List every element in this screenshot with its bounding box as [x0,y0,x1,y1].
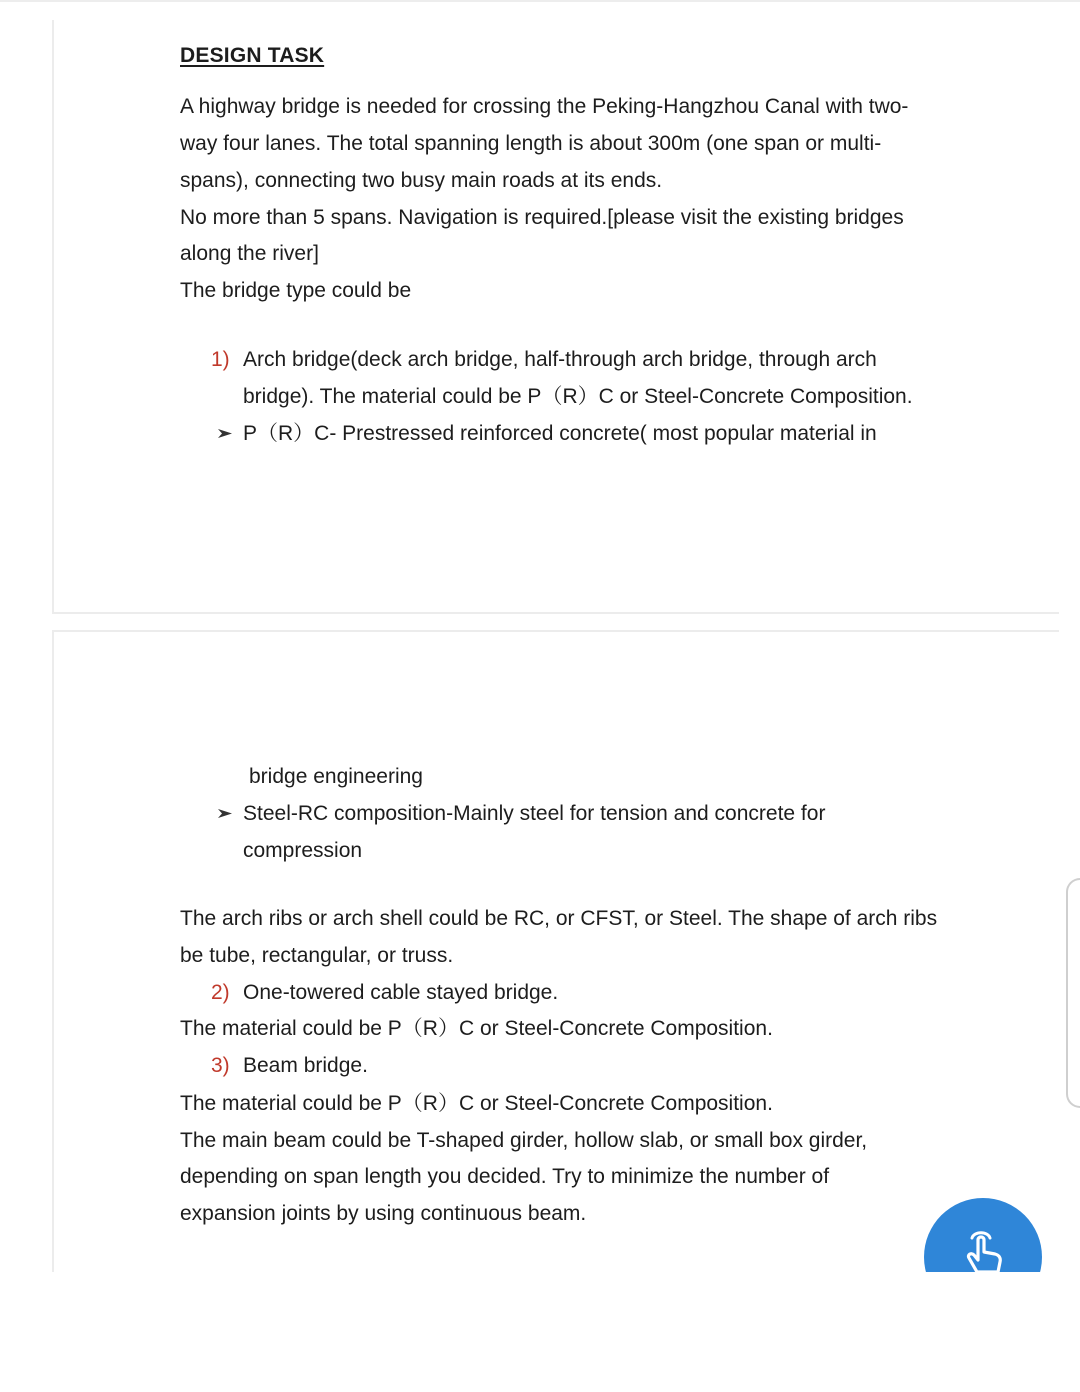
intro-line: way four lanes. The total spanning length is about 300m (one span or multi- [180,132,882,155]
arrow-bullet-icon [218,415,234,452]
bullet-1-text: P（R）C- Prestressed reinforced concrete( most popular material in [243,422,877,445]
list-number-3: 3) [211,1054,230,1077]
bullet-1-continuation: bridge engineering [249,765,423,788]
list-number-2: 2) [211,981,230,1004]
scroll-handle[interactable] [1066,878,1080,1108]
list-number-1: 1) [211,348,230,371]
item-3-material: The material could be P（R）C or Steel-Concrete Composition. [180,1092,773,1115]
item-2-material: The material could be P（R）C or Steel-Concrete Composition. [180,1017,773,1040]
list-item-1-text: bridge). The material could be P（R）C or Steel-Concrete Composition. [243,385,913,408]
intro-line: No more than 5 spans. Navigation is required.[please visit the existing bridges [180,206,904,229]
bullet-2-text: compression [243,839,363,862]
list-item-2-text: One-towered cable stayed bridge. [243,981,559,1004]
hand-pointer-icon [957,1228,1011,1272]
arch-ribs-line: be tube, rectangular, or truss. [180,944,454,967]
arch-ribs-line: The arch ribs or arch shell could be RC, or CFST, or Steel. The shape of arch ribs [180,907,938,930]
list-item-3-text: Beam bridge. [243,1054,368,1077]
top-divider [0,0,1080,2]
bullet-2-text: Steel-RC composition-Mainly steel for tension and concrete for [243,802,826,825]
intro-line: along the river] [180,242,319,265]
beam-line: depending on span length you decided. Try to minimize the number of [180,1165,830,1188]
list-item-1-text: Arch bridge(deck arch bridge, half-through arch bridge, through arch [243,348,877,371]
intro-line: The bridge type could be [180,279,412,302]
design-task-heading: DESIGN TASK [180,44,325,67]
floating-action-area [900,1180,1060,1272]
arrow-bullet-icon [218,795,234,832]
intro-line: A highway bridge is needed for crossing the Peking-Hangzhou Canal with two- [180,95,909,118]
touch-mode-button[interactable] [924,1198,1042,1272]
intro-line: spans), connecting two busy main roads at its ends. [180,169,663,192]
beam-line: expansion joints by using continuous beam. [180,1202,587,1225]
beam-line: The main beam could be T-shaped girder, hollow slab, or small box girder, [180,1129,868,1152]
